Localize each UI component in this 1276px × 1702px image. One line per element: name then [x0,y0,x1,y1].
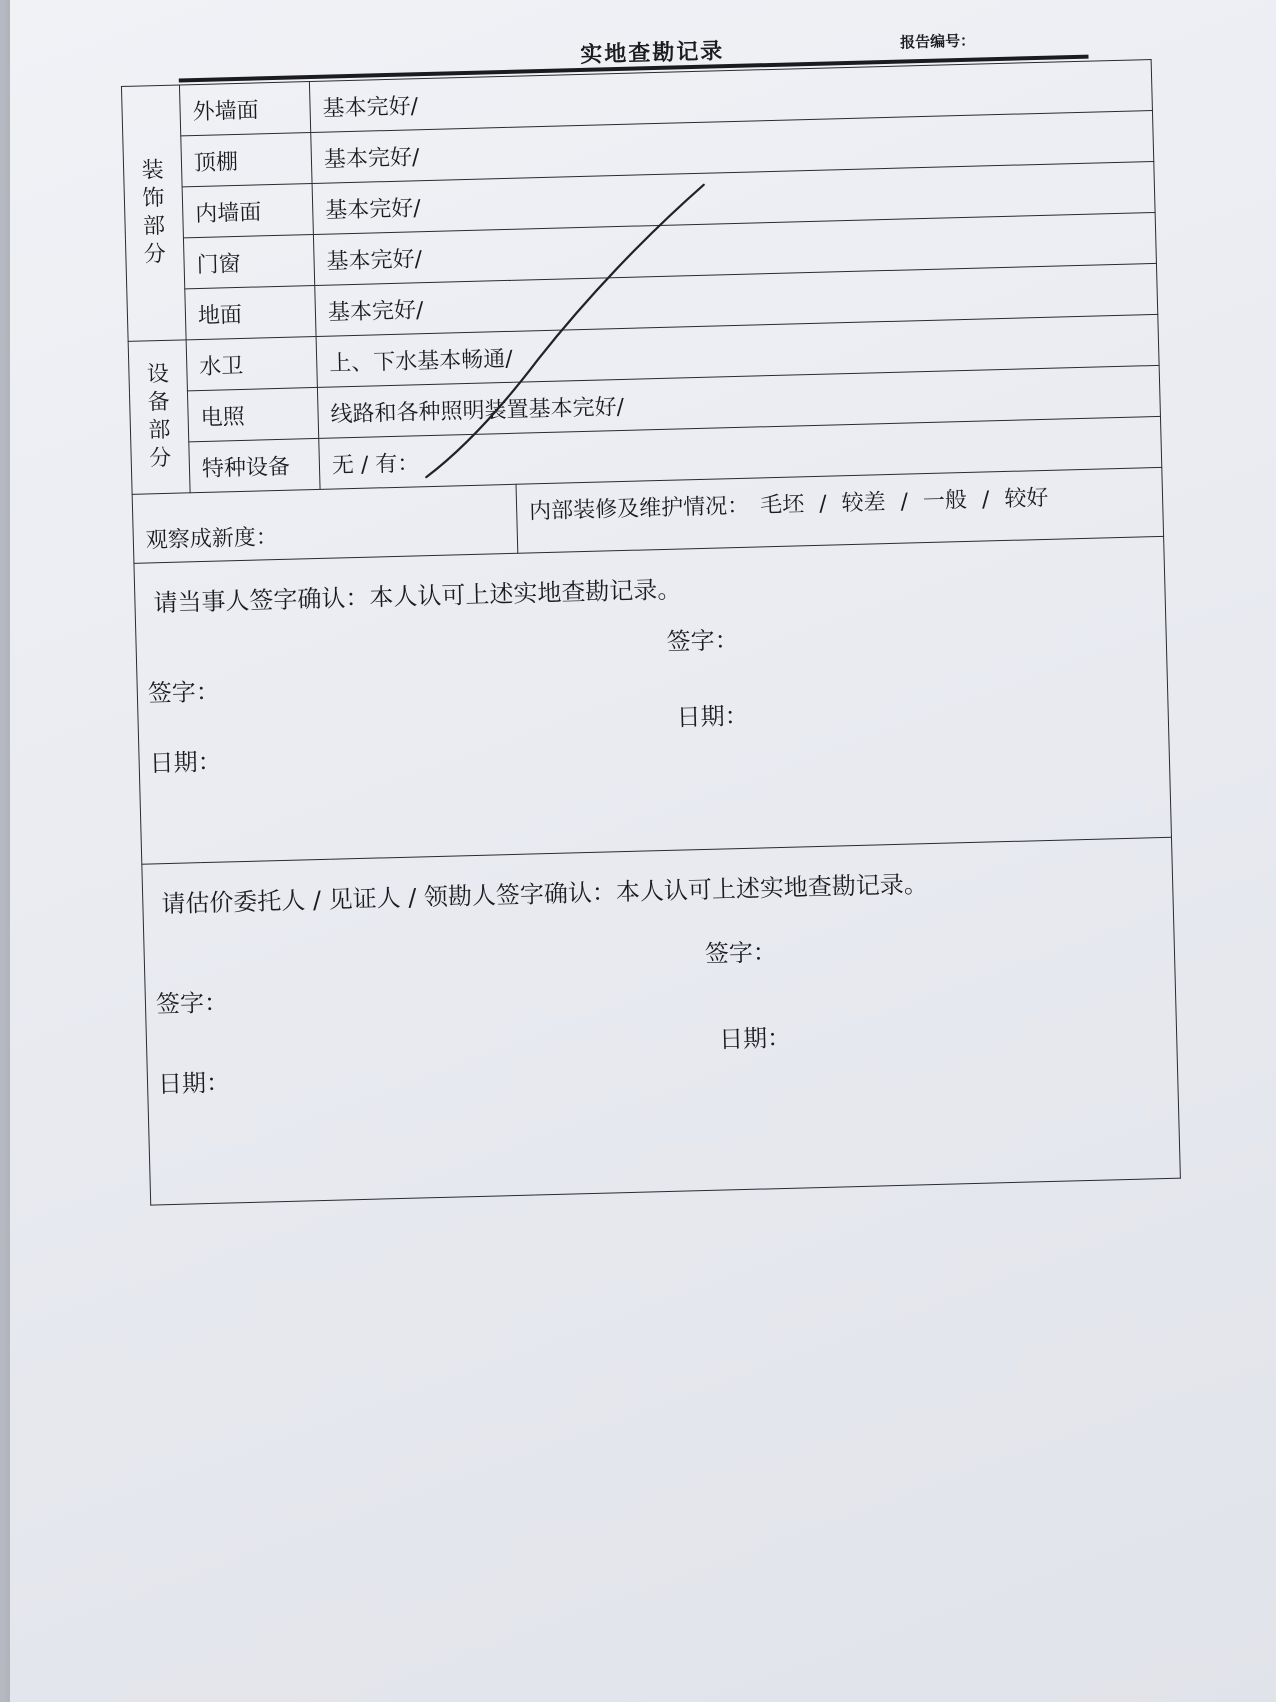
maintenance-option: 一般 [922,487,968,515]
option-separator: / [900,489,909,515]
equipment-group-label: 设 备 部 分 [128,340,190,494]
client-sign-label-left: 签字： [155,988,229,1019]
client-confirm-prompt: 请估价委托人 / 见证人 / 领勘人签字确认：本人认可上述实地查勘记录。 [161,870,929,919]
row-item-label: 电照 [187,387,318,441]
decoration-group-label: 装 饰 部 分 [121,85,186,341]
client-sign-label-right: 签字： [704,938,778,968]
maintenance-option: 毛坯 [759,492,805,519]
row-value: 上、下水基本畅通/ [316,314,1159,387]
inspection-table [121,59,1181,1206]
party-confirm-prompt: 请当事人签字确认：本人认可上述实地查勘记录。 [153,575,682,618]
row-value: 无 / 有： [319,416,1162,489]
row-value: 基本完好/ [313,212,1156,285]
option-separator: / [818,491,827,517]
row-item-label: 内墙面 [182,184,313,238]
maintenance-option: 较差 [841,490,886,517]
row-item-label: 外墙面 [179,82,310,136]
option-separator: / [981,487,990,513]
party-signature-section [134,536,1172,864]
party-signature-row [134,536,1172,864]
row-item-label: 特种设备 [189,438,320,492]
inspection-form [120,23,1180,1206]
client-date-label-left: 日期： [157,1068,231,1099]
client-signature-section [142,837,1181,1205]
row-value: 基本完好/ [315,263,1158,336]
party-date-label-left: 日期： [149,747,223,778]
party-sign-label-right: 签字： [666,626,740,656]
maintenance-option: 较好 [1004,485,1049,512]
report-number-label: 报告编号： [899,31,976,52]
party-date-label-right: 日期： [676,701,750,732]
row-value: 基本完好/ [309,60,1152,133]
row-value: 基本完好/ [312,161,1155,234]
party-sign-label-left: 签字： [147,677,221,708]
row-value: 线路和各种照明装置基本完好/ [317,365,1160,438]
form-title: 实地查勘记录 [579,39,725,68]
client-date-label-right: 日期： [718,1023,792,1054]
row-item-label: 水卫 [186,336,317,390]
row-item-label: 顶棚 [181,133,312,187]
observed-newness-cell [132,484,518,563]
row-value: 基本完好/ [311,110,1154,183]
row-item-label: 地面 [185,285,316,339]
maintenance-label: 内部装修及维护情况： [528,493,750,525]
observed-newness-label: 观察成新度： [145,525,279,554]
row-item-label: 门窗 [183,235,314,289]
client-signature-row [142,837,1181,1205]
